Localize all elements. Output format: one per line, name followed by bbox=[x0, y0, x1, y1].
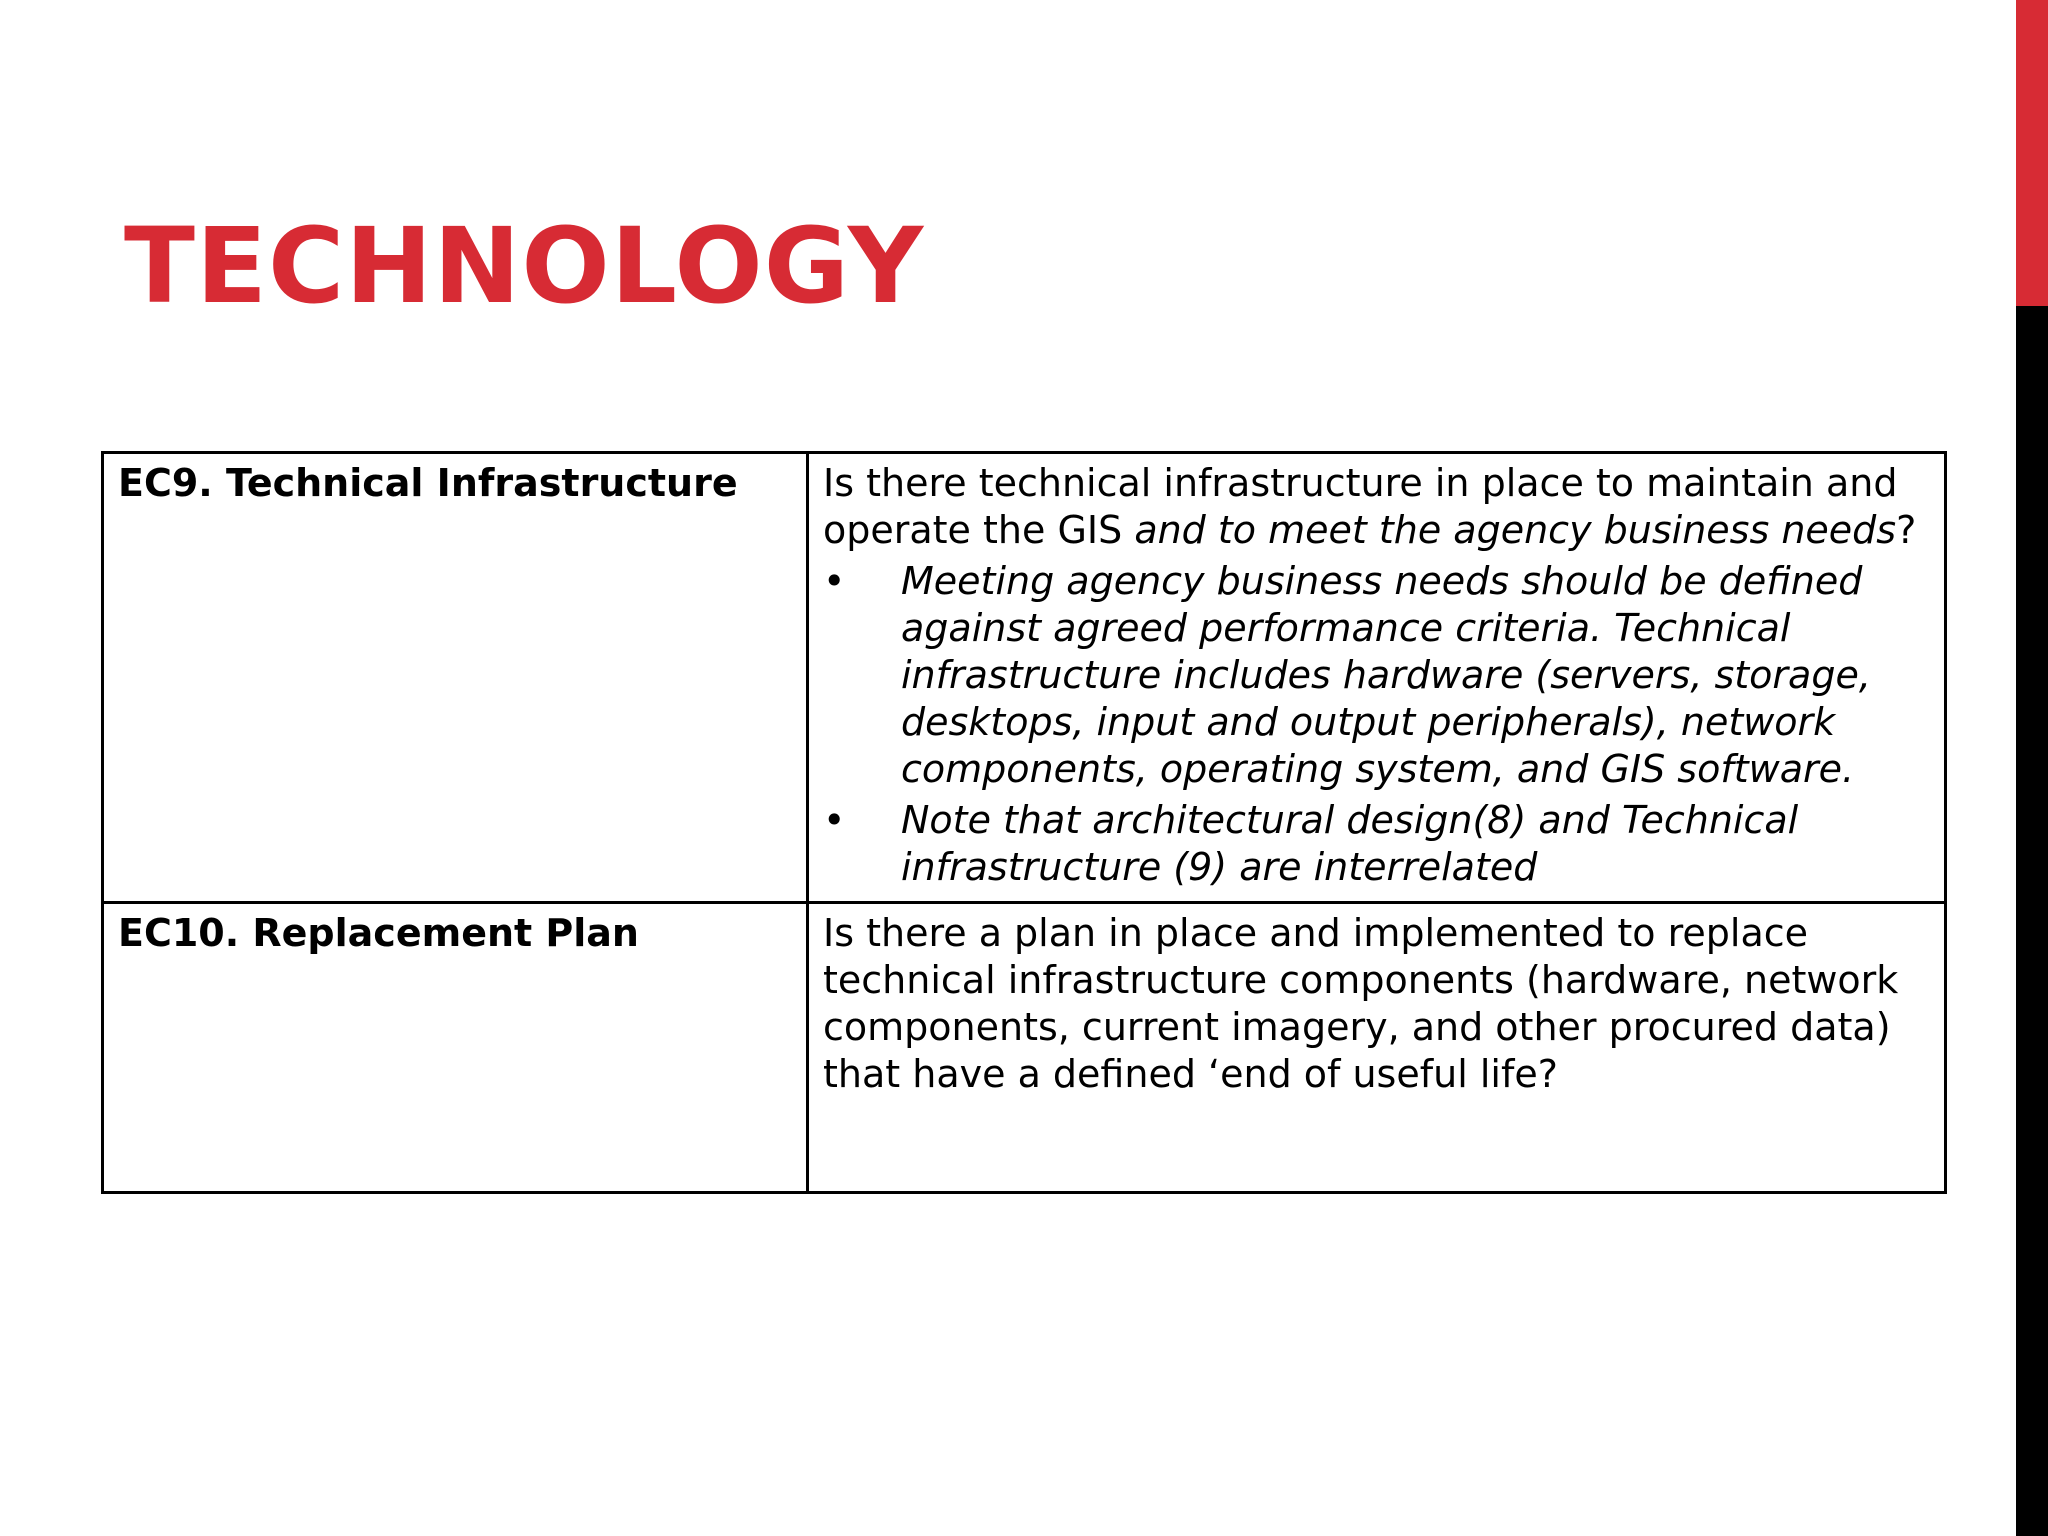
criterion-notes bbox=[823, 558, 1930, 891]
list-item bbox=[823, 797, 1930, 891]
note-text: Meeting agency business needs should be defined against agreed performance criteria. Technical infrastructure includes hardware (servers, storage, desktops, input and output peripherals), network components, operating system, and GIS software. bbox=[901, 559, 1871, 791]
list-item bbox=[823, 558, 1930, 793]
bullet-icon: • bbox=[823, 798, 846, 842]
criterion-description bbox=[808, 453, 1946, 903]
question-text: Is there technical infrastructure in place to maintain and operate the GIS bbox=[823, 461, 1898, 552]
criterion-question bbox=[823, 460, 1930, 554]
bullet-icon: • bbox=[823, 559, 846, 603]
note-text: Note that architectural design(8) and Technical infrastructure (9) are interrelated bbox=[901, 798, 1799, 889]
table-row bbox=[103, 903, 1946, 1193]
criterion-label: EC9. Technical Infrastructure bbox=[103, 453, 808, 903]
criterion-description bbox=[808, 903, 1946, 1193]
table-row bbox=[103, 453, 1946, 903]
side-band-accent bbox=[2016, 0, 2048, 306]
criteria-table bbox=[101, 451, 1947, 1194]
question-emphasis: and to meet the agency business needs bbox=[1134, 508, 1897, 552]
criterion-question: Is there a plan in place and implemented to replace technical infrastructure components (hardware, network components, current imagery, and other procured data) that have a defined ‘end of useful life? bbox=[823, 911, 1899, 1096]
criterion-label: EC10. Replacement Plan bbox=[103, 903, 808, 1193]
slide-title: TECHNOLOGY bbox=[124, 205, 925, 327]
question-mark: ? bbox=[1896, 508, 1917, 552]
